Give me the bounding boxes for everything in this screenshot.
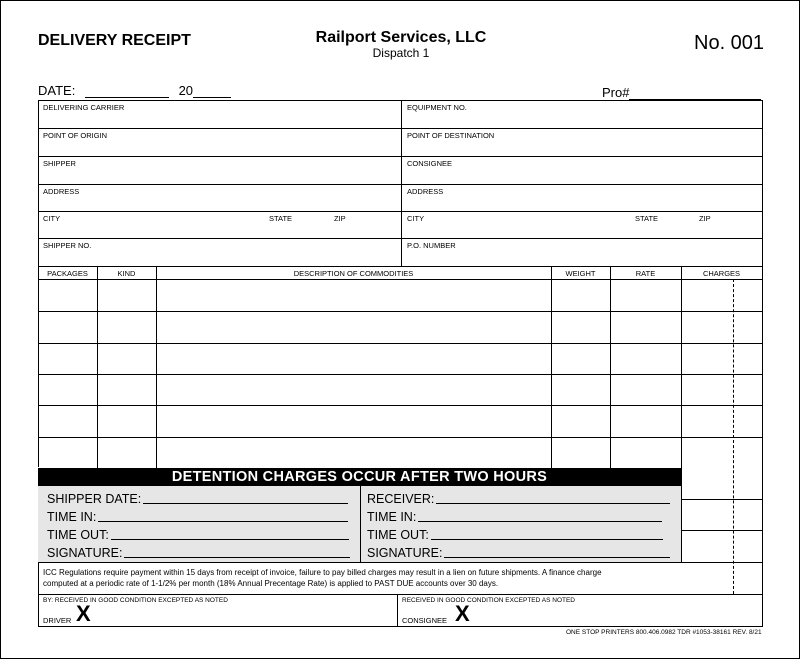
detention-divider	[360, 486, 361, 562]
date-label: DATE:	[38, 83, 76, 98]
receiver-time-in-label: TIME IN:	[367, 510, 417, 524]
footer-top-line	[38, 594, 762, 595]
consignee-city-field[interactable]: CITY	[407, 214, 425, 223]
table-header-line	[38, 279, 762, 280]
shipper-state-field[interactable]: STATE	[269, 214, 293, 223]
receiver-time-in-field[interactable]	[367, 509, 662, 524]
footer-bottom-line	[38, 626, 762, 627]
driver-condition-note: BY: RECEIVED IN GOOD CONDITION EXCEPTED AS NOTED	[43, 597, 228, 604]
receiver-time-out-label: TIME OUT:	[367, 528, 429, 542]
consignee-label: CONSIGNEE	[402, 616, 448, 625]
delivering-carrier-field[interactable]: DELIVERING CARRIER	[43, 103, 125, 112]
driver-label: DRIVER	[43, 616, 72, 625]
shipper-time-in-label: TIME IN:	[47, 510, 97, 524]
shipper-no-field[interactable]: SHIPPER NO.	[43, 241, 92, 250]
form-title: DELIVERY RECEIPT	[38, 32, 191, 49]
grid-line	[38, 211, 762, 212]
col-charges: CHARGES	[702, 269, 741, 278]
pro-label: Pro#	[602, 85, 630, 100]
dispatch-label: Dispatch 1	[372, 46, 430, 60]
shipper-time-in-field[interactable]	[47, 509, 348, 524]
shipper-time-out-label: TIME OUT:	[47, 528, 109, 542]
footer-divider	[397, 594, 398, 627]
table-bottom-line	[38, 562, 762, 563]
point-of-origin-field[interactable]: POINT OF ORIGIN	[43, 131, 108, 140]
consignee-zip-field[interactable]: ZIP	[699, 214, 711, 223]
grid-line	[762, 100, 763, 594]
table-row[interactable]	[38, 343, 762, 344]
pro-blank[interactable]	[629, 88, 761, 100]
footer-left-edge	[38, 562, 39, 627]
shipper-signature-label: SIGNATURE:	[47, 546, 123, 560]
consignee-state-field[interactable]: STATE	[635, 214, 659, 223]
shipper-field[interactable]: SHIPPER	[43, 159, 76, 168]
detention-banner: DETENTION CHARGES OCCUR AFTER TWO HOURS	[38, 468, 681, 486]
shipper-zip-field[interactable]: ZIP	[334, 214, 346, 223]
grid-line	[38, 128, 762, 129]
col-rate: RATE	[635, 269, 656, 278]
receiver-label: RECEIVER:	[367, 492, 435, 506]
shipper-date-label: SHIPPER DATE:	[47, 492, 142, 506]
grid-line	[38, 100, 762, 101]
table-row[interactable]	[38, 405, 762, 406]
col-packages: PACKAGES	[47, 269, 88, 278]
point-of-destination-field[interactable]: POINT OF DESTINATION	[407, 131, 495, 140]
consignee-condition-note: RECEIVED IN GOOD CONDITION EXCEPTED AS NOTED	[402, 597, 575, 604]
table-row[interactable]	[38, 311, 762, 312]
shipper-signature-field[interactable]	[47, 545, 350, 560]
year-blank[interactable]	[193, 86, 231, 98]
printer-credit: ONE STOP PRINTERS 800.406.0982 TDR #1053-38161 REV. 8/21	[566, 629, 762, 636]
shipper-address-field[interactable]: ADDRESS	[43, 187, 80, 196]
grid-line	[38, 100, 39, 467]
consignee-address-field[interactable]: ADDRESS	[407, 187, 444, 196]
equipment-no-field[interactable]: EQUIPMENT NO.	[407, 103, 467, 112]
shipper-time-out-field[interactable]	[47, 527, 349, 542]
consignee-signature-x[interactable]: X	[455, 601, 470, 626]
grid-line	[38, 184, 762, 185]
date-row	[38, 83, 231, 98]
grid-line	[401, 100, 402, 266]
receiver-time-out-field[interactable]	[367, 527, 663, 542]
grid-line	[38, 238, 762, 239]
grid-line	[38, 266, 762, 267]
driver-signature-x[interactable]: X	[76, 601, 91, 626]
grid-line	[38, 156, 762, 157]
table-row[interactable]	[38, 374, 762, 375]
receiver-signature-field[interactable]	[367, 545, 670, 560]
receiver-signature-label: SIGNATURE:	[367, 546, 443, 560]
consignee-field[interactable]: CONSIGNEE	[407, 159, 453, 168]
date-blank[interactable]	[85, 86, 169, 98]
col-weight: WEIGHT	[565, 269, 596, 278]
col-description: DESCRIPTION OF COMMODITIES	[293, 269, 414, 278]
charges-row[interactable]	[681, 499, 762, 500]
receiver-field[interactable]	[367, 491, 670, 506]
year-prefix: 20	[178, 83, 194, 98]
pro-row	[602, 85, 761, 100]
terms-line-1: ICC Regulations require payment within 15 days from receipt of invoice, failure to pay billed charges may result in a lien on future shipments. A finance charge	[43, 568, 602, 577]
terms-line-2: computed at a periodic rate of 1-1/2% per month (18% Annual Precentage Rate) is applied to PAST DUE accounts over 30 days.	[43, 579, 499, 588]
shipper-date-field[interactable]	[47, 491, 348, 506]
charges-row[interactable]	[681, 530, 762, 531]
col-kind: KIND	[117, 269, 136, 278]
footer-right-edge	[762, 594, 763, 627]
company-name: Railport Services, LLC	[315, 29, 487, 46]
po-number-field[interactable]: P.O. NUMBER	[407, 241, 456, 250]
terms-text	[43, 567, 663, 589]
table-row[interactable]	[38, 437, 762, 438]
receipt-number: No. 001	[694, 32, 765, 54]
shipper-city-field[interactable]: CITY	[43, 214, 61, 223]
